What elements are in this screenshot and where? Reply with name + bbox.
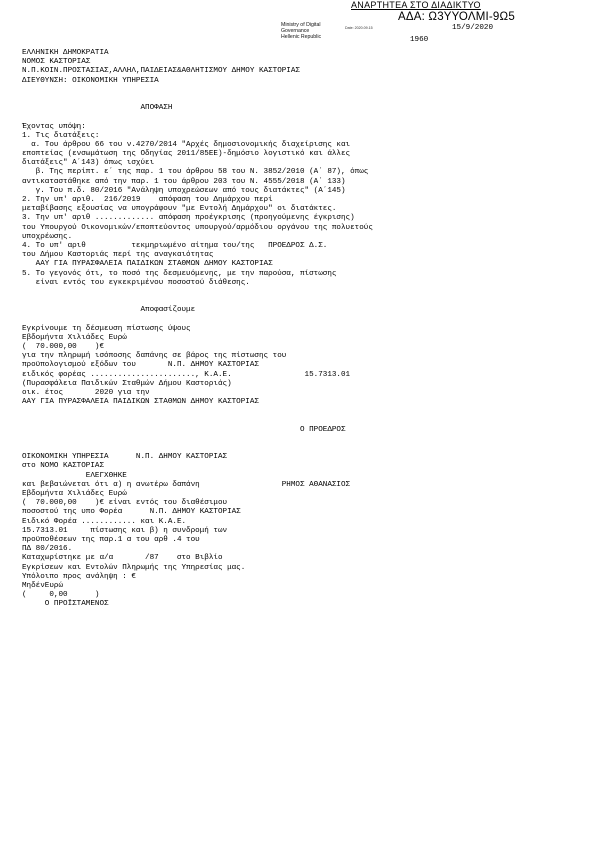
publication-banner: ΑΝΑΡΤΗΤΕΑ ΣΤΟ ΔΙΑΔΙΚΤΥΟ xyxy=(351,0,481,10)
signature-date-line: Date: 2020.09.15 xyxy=(345,26,373,30)
document-line: Έχοντας υπόψη: xyxy=(22,122,86,131)
document-line: μεταβίβασης εξουσίας να υπογράφουν "με Εντολή Δημάρχου" οι διατάκτες. xyxy=(22,205,337,214)
document-line: ΕΛΛΗΝΙΚΗ ΔΗΜΟΚΡΑΤΙΑ xyxy=(22,49,109,57)
document-line: είναι εντός του εγκεκριμένου ποσοστού διάθεσης. xyxy=(22,278,250,287)
document-line xyxy=(22,315,582,324)
document-line: α. Του άρθρου 66 του ν.4270/2014 "Αρχές δημοσιονομικής διαχείρισης και xyxy=(22,140,351,149)
document-line: ( 70.000,00 )€ είναι εντός του διαθέσιμου xyxy=(22,499,228,508)
document-line: γ. Του π.δ. 80/2016 "Ανάληψη υποχρεώσεων από τους διατάκτες" (Α΄145) xyxy=(22,186,346,195)
signature-line-2: Governance xyxy=(281,28,310,34)
document-line: ΑΑΥ ΓΙΑ ΠΥΡΑΣΦΑΛΕΙΑ ΠΑΙΔΙΚΩΝ ΣΤΑΘΜΩΝ ΔΗΜΟΥ ΚΑΣΤΟΡΙΑΣ xyxy=(22,260,273,269)
document-line: ΜηδένΕυρώ xyxy=(22,581,64,590)
document-line: στο ΝΟΜΟ ΚΑΣΤΟΡΙΑΣ xyxy=(22,462,105,471)
document-line: Αποφασίζουμε xyxy=(22,306,196,315)
document-line: 1. Τις διατάξεις: xyxy=(22,131,100,140)
document-line: εποπτείας (ενσωμάτωση της Οδηγίας 2011/85ΕΕ)-δημόσιο λογιστικό και άλλες xyxy=(22,150,351,159)
document-line: 4. Το υπ' αριθ τεκμηριωμένο αίτημα του/της ΠΡΟΕΔΡΟΣ Δ.Σ. xyxy=(22,241,328,250)
document-line: ΝΟΜΟΣ ΚΑΣΤΟΡΙΑΣ xyxy=(22,58,91,67)
ada-code: ΑΔΑ: Ω3ΥΥΟΛΜΙ-9Ω5 xyxy=(398,11,515,23)
document-line: 15.7313.01 πίστωσης και β) η συνδρομή των xyxy=(22,526,228,535)
document-line: του Δήμου Καστοριάς περί της αναγκαιότητας xyxy=(22,251,214,260)
document-line: Ν.Π.ΚΟΙΝ.ΠΡΟΣΤΑΣΙΑΣ,ΑΛΛΗΛ,ΠΑΙΔΕΙΑΣ&ΑΘΛΗΤΙΣΜΟΥ ΔΗΜΟΥ ΚΑΣΤΟΡΙΑΣ xyxy=(22,67,300,76)
document-body xyxy=(22,49,582,609)
document-line: Καταχωρίστηκε με α/α /87 στο Βιβλίο xyxy=(22,554,223,563)
document-line: (Πυρασφάλεια Παιδικών Σταθμών Δήμου Καστοριάς) xyxy=(22,379,232,388)
document-line: αντικαταστάθηκε από την παρ. 1 του άρθρου 203 του Ν. 4555/2018 (Α΄ 133) xyxy=(22,177,346,186)
document-line: ΟΙΚΟΝΟΜΙΚΗ ΥΠΗΡΕΣΙΑ Ν.Π. ΔΗΜΟΥ ΚΑΣΤΟΡΙΑΣ xyxy=(22,453,228,462)
document-line xyxy=(22,435,582,444)
document-line: Ειδικό Φορέα ............ και Κ.Α.Ε. xyxy=(22,517,187,526)
document-line xyxy=(22,407,582,416)
document-line: ΔΙΕΥΘΥΝΣΗ: ΟΙΚΟΝΟΜΙΚΗ ΥΠΗΡΕΣΙΑ xyxy=(22,76,159,85)
document-line: Ο ΠΡΟΪΣΤΑΜΕΝΟΣ xyxy=(22,600,109,609)
document-line: 5. Το γεγονός ότι, το ποσό της δεσμευόμενης, με την παρούσα, πίστωσης xyxy=(22,269,337,278)
document-line xyxy=(22,288,582,297)
document-line: Ο ΠΡΟΕΔΡΟΣ xyxy=(22,425,346,434)
document-line: ( 0,00 ) xyxy=(22,591,100,600)
document-line: υποχρέωσης. xyxy=(22,232,73,241)
document-line: οικ. έτος 2020 για την xyxy=(22,388,150,397)
document-line: για την πληρωμή ισόποσης δαπάνης σε βάρος της πίστωσης του xyxy=(22,352,287,361)
year-text: 1960 xyxy=(410,36,429,44)
document-line: ΕΛΕΓΧΘΗΚΕ xyxy=(22,471,127,480)
document-line: Εγκρίσεων και Εντολών Πληρωμής της Υπηρεσίας μας. xyxy=(22,563,246,572)
document-line: 3. Την υπ' αριθ ............. απόφαση προέγκρισης (προηγούμενης έγκρισης) xyxy=(22,214,355,223)
document-line: και βεβαιώνεται ότι α) η ανωτέρω δαπάνη ΡΗΜΟΣ ΑΘΑΝΑΣΙΟΣ xyxy=(22,480,351,489)
document-line xyxy=(22,417,582,426)
document-line: του Υπουργού Οικονομικών/εποπτεύοντος υπουργού/αρμόδιου οργάνου της πολυετούς xyxy=(22,223,373,232)
document-line xyxy=(22,95,582,104)
document-line: 2. Την υπ' αριθ. 216/2019 απόφαση του Δημάρχου περί xyxy=(22,196,273,204)
document-line: ΑΑΥ ΓΙΑ ΠΥΡΑΣΦΑΛΕΙΑ ΠΑΙΔΙΚΩΝ ΣΤΑΘΜΩΝ ΔΗΜΟΥ ΚΑΣΤΟΡΙΑΣ xyxy=(22,398,259,407)
document-line: διατάξεις" Α΄143) όπως ισχύει xyxy=(22,159,155,168)
document-line: προϋποθέσεων της παρ.1 α του αρθ .4 του xyxy=(22,535,200,544)
document-line: Εβδομήντα Χιλιάδες Ευρώ xyxy=(22,333,127,342)
document-line: προϋπολογισμού εξόδων του Ν.Π. ΔΗΜΟΥ ΚΑΣΤΟΡΙΑΣ xyxy=(22,361,259,370)
document-line xyxy=(22,86,582,95)
document-line: ( 70.000,00 )€ xyxy=(22,343,105,351)
issue-date: 15/9/2020 xyxy=(452,24,494,32)
document-line: ΑΠΟΦΑΣΗ xyxy=(22,104,173,113)
signature-line-1: Ministry of Digital xyxy=(281,22,321,28)
document-line: Εβδομήντα Χιλιάδες Ευρώ xyxy=(22,490,127,498)
document-line: β. Της περίπτ. ε΄ της παρ. 1 του άρθρου 58 του Ν. 3852/2010 (Α΄ 87), όπως xyxy=(22,168,369,177)
document-line xyxy=(22,297,582,306)
signature-line-3: Hellenic Republic xyxy=(281,34,322,40)
document-line: ειδικός φορέας ......................., Κ.Α.Ε. 15.7313.01 xyxy=(22,370,351,379)
document-line: ποσοστού της υπο Φορέα Ν.Π. ΔΗΜΟΥ ΚΑΣΤΟΡΙΑΣ xyxy=(22,508,241,517)
document-line: Εγκρίνουμε τη δέσμευση πίστωσης ύψους xyxy=(22,324,191,333)
document-line: ΠΔ 80/2016. xyxy=(22,545,73,554)
document-line xyxy=(22,113,582,122)
document-line: Υπόλοιπο προς ανάληψη : € xyxy=(22,572,136,581)
document-line xyxy=(22,444,582,453)
